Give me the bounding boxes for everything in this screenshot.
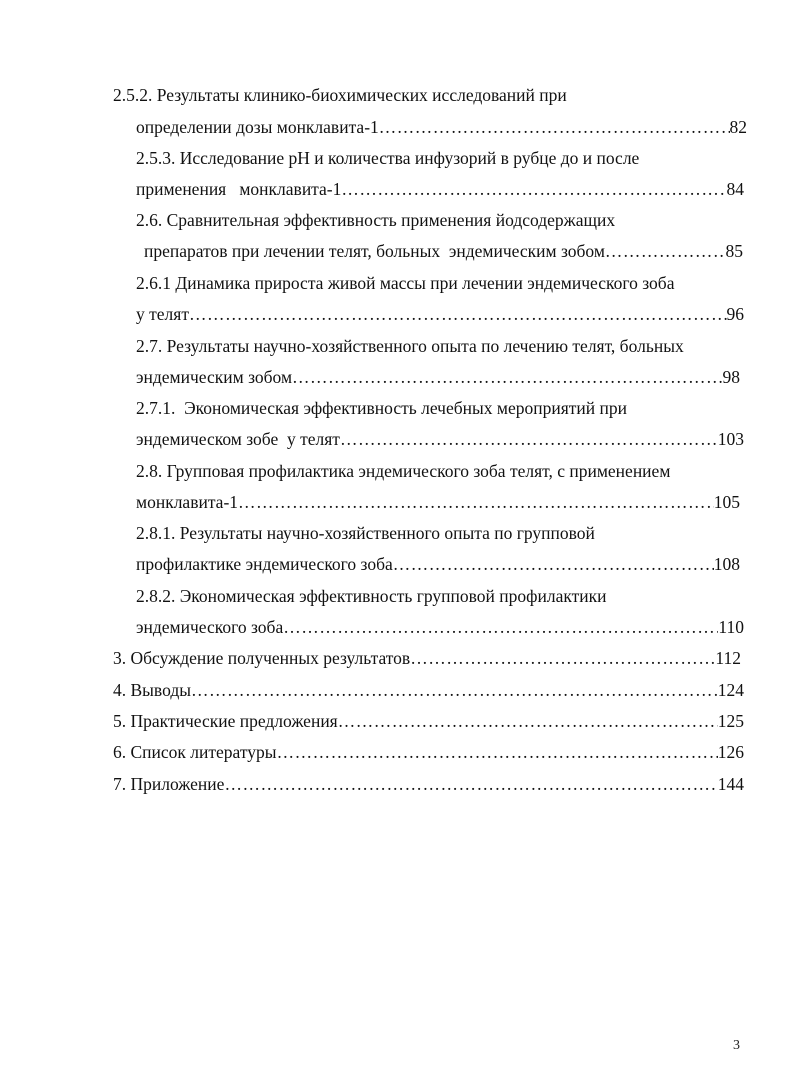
toc-leader-dots — [340, 428, 718, 450]
toc-page-number: 82 — [729, 117, 747, 137]
toc-page-number: 103 — [717, 429, 744, 449]
toc-leader-dots — [379, 116, 730, 138]
toc-entry-2-6-1-line1: 2.6.1 Динамика прироста живой массы при лечении эндемического зоба — [136, 273, 675, 293]
toc-entry-2-8-1-line1: 2.8.1. Результаты научно-хозяйственного опыта по групповой — [136, 523, 595, 543]
toc-entry-2-6-line1: 2.6. Сравнительная эффективность применения йодсодержащих — [136, 210, 616, 230]
toc-page-number: 126 — [717, 742, 744, 762]
toc-entry-2-8-1-line2: профилактике эндемического зоба — [136, 554, 393, 574]
toc-page-number: 112 — [715, 648, 741, 668]
toc-page-number: 124 — [717, 680, 744, 700]
toc-entry-2-7-1 — [136, 428, 744, 450]
toc-leader-dots — [283, 616, 718, 638]
toc-page-number: 110 — [718, 617, 744, 637]
toc-leader-dots — [238, 491, 714, 513]
toc-entry-2-5-2-line1: 2.5.2. Результаты клинико-биохимических исследований при — [113, 85, 567, 105]
toc-entry-6 — [113, 741, 744, 763]
toc-page-number: 144 — [717, 774, 744, 794]
toc-entry-4-title: 4. Выводы — [113, 680, 191, 700]
toc-entry-2-5-2-line2: определении дозы монклавита-1 — [136, 117, 379, 137]
toc-entry-2-8-2 — [136, 616, 744, 638]
toc-entry-2-5-2 — [136, 116, 747, 138]
toc-leader-dots — [191, 679, 718, 701]
toc-entry-5 — [113, 710, 744, 732]
toc-page-number: 105 — [713, 492, 740, 512]
toc-entry-3-title: 3. Обсуждение полученных результатов — [113, 648, 411, 668]
toc-entry-2-6 — [144, 240, 743, 262]
toc-entry-2-7-1-line1: 2.7.1. Экономическая эффективность лечебных мероприятий при — [136, 398, 627, 418]
toc-entry-3 — [113, 647, 741, 669]
toc-page-number: 125 — [717, 711, 744, 731]
toc-entry-7 — [113, 773, 744, 795]
toc-entry-2-8-2-line1: 2.8.2. Экономическая эффективность групповой профилактики — [136, 586, 607, 606]
toc-leader-dots — [393, 553, 714, 575]
toc-entry-2-6-1-line2: у телят — [136, 304, 189, 324]
toc-entry-2-8-2-line2: эндемического зоба — [136, 617, 284, 637]
toc-entry-2-5-3-line1: 2.5.3. Исследование pH и количества инфузорий в рубце до и после — [136, 148, 640, 168]
toc-leader-dots — [224, 773, 717, 795]
toc-entry-2-7-1-line2: эндемическом зобе у телят — [136, 429, 340, 449]
page-number: 3 — [733, 1038, 740, 1053]
toc-entry-2-7 — [136, 366, 740, 388]
toc-entry-7-title: 7. Приложение — [113, 774, 225, 794]
toc-page-number: 108 — [713, 554, 740, 574]
toc-leader-dots — [410, 647, 715, 669]
toc-entry-4 — [113, 679, 744, 701]
toc-entry-2-8-line2: монклавита-1 — [136, 492, 239, 512]
toc-page-number: 84 — [726, 179, 744, 199]
toc-leader-dots — [189, 303, 727, 325]
toc-entry-2-5-3-line2: применения монклавита-1 — [136, 179, 342, 199]
toc-leader-dots — [338, 710, 718, 732]
toc-entry-2-6-line2: препаратов при лечении телят, больных эндемическим зобом — [144, 241, 605, 261]
toc-entry-2-6-1 — [136, 303, 744, 325]
toc-leader-dots — [292, 366, 722, 388]
toc-leader-dots — [605, 240, 726, 262]
toc-page-number: 98 — [722, 367, 740, 387]
toc-page-number: 96 — [726, 304, 744, 324]
toc-page-number: 85 — [725, 241, 743, 261]
toc-entry-2-8-line1: 2.8. Групповая профилактика эндемического зоба телят, с применением — [136, 461, 671, 481]
toc-entry-2-5-3 — [136, 178, 744, 200]
toc-leader-dots — [277, 741, 718, 763]
toc-entry-2-8 — [136, 491, 740, 513]
toc-leader-dots — [341, 178, 726, 200]
toc-entry-2-7-line2: эндемическим зобом — [136, 367, 293, 387]
toc-entry-6-title: 6. Список литературы — [113, 742, 277, 762]
toc-entry-2-8-1 — [136, 553, 740, 575]
toc-entry-5-title: 5. Практические предложения — [113, 711, 338, 731]
toc-entry-2-7-line1: 2.7. Результаты научно-хозяйственного опыта по лечению телят, больных — [136, 336, 684, 356]
